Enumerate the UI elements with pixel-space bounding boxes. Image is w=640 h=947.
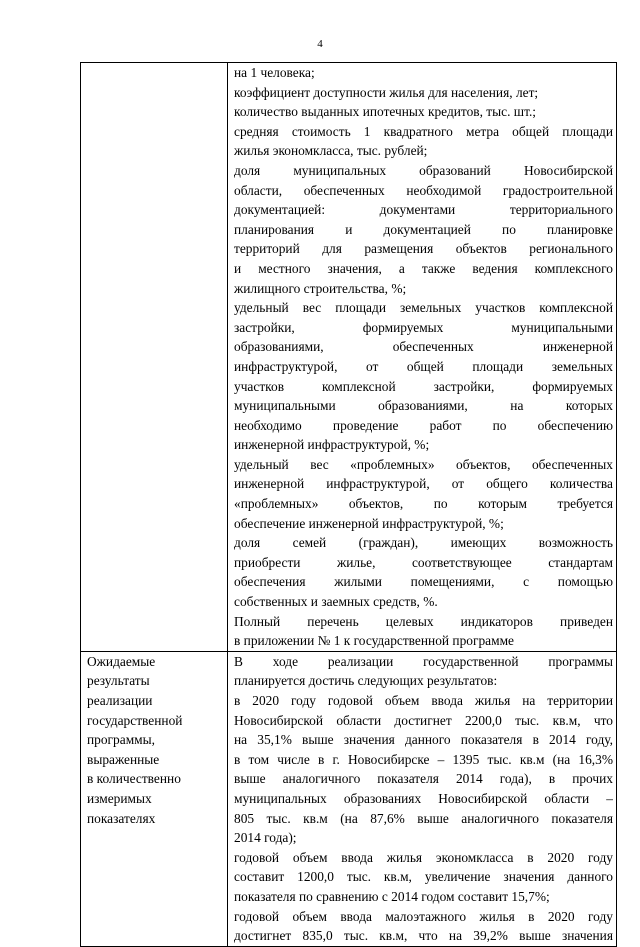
text-line: планирования и документацией по планировке <box>234 221 613 237</box>
text-line: 805 тыс. кв.м (на 87,6% выше аналогичного показателя <box>234 810 613 826</box>
text-line: показателя по сравнению с 2014 годом составит 15,7%; <box>234 888 550 904</box>
text-line: муниципальными образованиями, на которых <box>234 398 613 414</box>
text-line: обеспечения жилыми помещениями, с помощью <box>234 574 613 590</box>
text-line: области, обеспеченных необходимой градостроительной <box>234 182 613 198</box>
text-line: удельный вес «проблемных» объектов, обеспеченных <box>234 456 613 472</box>
text-line: коэффициент доступности жилья для населения, лет; <box>234 84 539 100</box>
text-line: необходимо проведение работ по обеспечению <box>234 417 613 433</box>
row1-content-cell <box>228 63 617 652</box>
label-line: Ожидаемые <box>87 653 156 669</box>
text-line: 2014 года); <box>234 830 297 846</box>
row2-label-cell <box>81 651 228 946</box>
text-line: приобрести жилье, соответствующее стандартам <box>234 554 613 570</box>
text-line: и местного значения, а также ведения комплексного <box>234 260 613 276</box>
text-line: годовой объем ввода жилья экономкласса в 2020 году <box>234 849 613 865</box>
label-line: программы, <box>87 732 155 748</box>
text-line: выше аналогичного показателя 2014 года), в прочих <box>234 771 613 787</box>
target-indicators-text <box>234 63 613 651</box>
text-line: жилья экономкласса, тыс. рублей; <box>234 143 428 159</box>
page-number: 4 <box>317 38 323 50</box>
text-line: в приложении № 1 к государственной программе <box>234 633 514 649</box>
label-line: показателях <box>87 810 156 826</box>
text-line: инженерной инфраструктурой, от общего количества <box>234 476 613 492</box>
text-line: документацией: документами территориального <box>234 202 613 218</box>
program-passport-table <box>80 62 617 947</box>
expected-results-label <box>87 652 224 828</box>
expected-results-text <box>234 652 613 946</box>
text-line: годовой объем ввода малоэтажного жилья в 2020 году <box>234 908 613 924</box>
text-line: обеспечение инженерной инфраструктурой, %; <box>234 515 504 531</box>
text-line: Полный перечень целевых индикаторов приведен <box>234 613 613 629</box>
text-line: доля семей (граждан), имеющих возможность <box>234 535 613 551</box>
text-line: на 35,1% выше значения данного показателя в 2014 году, <box>234 732 613 748</box>
text-line: собственных и заемных средств, %. <box>234 594 438 610</box>
text-line: муниципальных образованиях Новосибирской области – <box>234 790 613 806</box>
label-line: выраженные <box>87 751 160 767</box>
text-line: средняя стоимость 1 квадратного метра общей площади <box>234 123 613 139</box>
table-row-expected-results <box>81 651 617 946</box>
text-line: достигнет 835,0 тыс. кв.м, что на 39,2% выше значения <box>234 928 613 944</box>
row1-label-cell <box>81 63 228 652</box>
label-line: в количественно <box>87 771 181 787</box>
text-line: инфраструктурой, от общей площади земельных <box>234 358 613 374</box>
text-line: в том числе в г. Новосибирске – 1395 тыс. кв.м (на 16,3% <box>234 751 613 767</box>
text-line: участков комплексной застройки, формируемых <box>234 378 613 394</box>
label-line: результаты <box>87 673 150 689</box>
text-line: образованиями, обеспеченных инженерной <box>234 339 613 355</box>
text-line: застройки, формируемых муниципальными <box>234 319 613 335</box>
text-line: составит 1200,0 тыс. кв.м, увеличение значения данного <box>234 869 613 885</box>
text-line: территорий для размещения объектов регионального <box>234 241 613 257</box>
text-line: жилищного строительства, %; <box>234 280 407 296</box>
text-line: «проблемных» объектов, по которым требуется <box>234 496 613 512</box>
label-line: государственной <box>87 712 183 728</box>
text-line: Новосибирской области достигнет 2200,0 тыс. кв.м, что <box>234 712 613 728</box>
text-line: доля муниципальных образований Новосибирской <box>234 162 613 178</box>
text-line: В ходе реализации государственной программы <box>234 653 613 669</box>
text-line: на 1 человека; <box>234 65 315 80</box>
label-line: измеримых <box>87 790 152 806</box>
label-line: реализации <box>87 693 153 708</box>
text-line: количество выданных ипотечных кредитов, тыс. шт.; <box>234 104 537 120</box>
text-line: удельный вес площади земельных участков комплексной <box>234 300 613 316</box>
text-line: планируется достичь следующих результатов: <box>234 673 498 689</box>
text-line: инженерной инфраструктурой, %; <box>234 437 430 453</box>
table-row-target-indicators <box>81 63 617 652</box>
text-line: в 2020 году годовой объем ввода жилья на территории <box>234 693 613 708</box>
row2-content-cell <box>228 651 617 946</box>
